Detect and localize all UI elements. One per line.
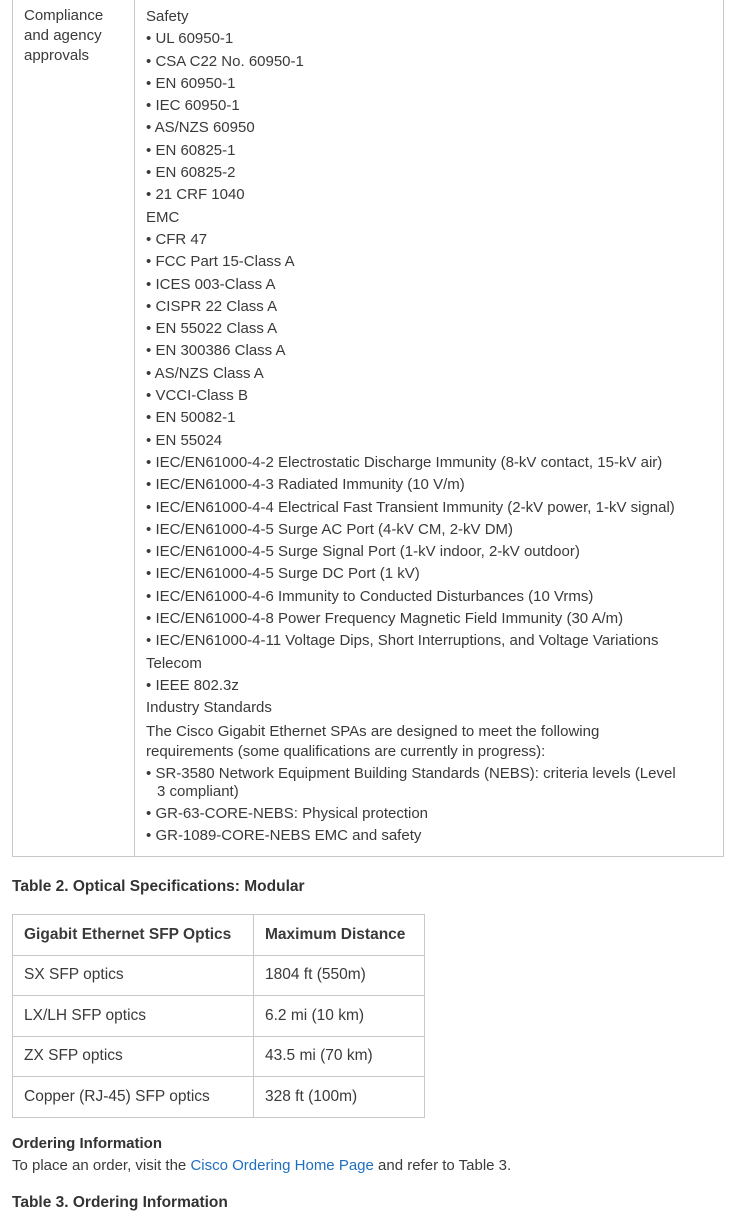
bullet-glyph: • bbox=[146, 409, 152, 427]
list-item bbox=[146, 763, 723, 803]
ordering-text-before: To place an order, visit the bbox=[12, 1157, 191, 1174]
bullet-glyph: • bbox=[146, 520, 152, 538]
table-cell: LX/LH SFP optics bbox=[13, 996, 254, 1037]
compliance-label-cell bbox=[13, 0, 135, 856]
table-row bbox=[13, 1077, 425, 1118]
list-item-text: CISPR 22 Class A bbox=[155, 297, 278, 315]
bullet-glyph: • bbox=[146, 610, 152, 628]
bullet-glyph: • bbox=[146, 342, 152, 360]
bullet-glyph: • bbox=[146, 453, 152, 471]
list-item-text: EN 300386 Class A bbox=[155, 342, 286, 360]
safety-heading: Safety bbox=[146, 8, 189, 25]
bullet-glyph: • bbox=[146, 431, 152, 449]
list-item bbox=[146, 296, 723, 318]
bullet-glyph: • bbox=[146, 387, 152, 405]
list-item-text: GR-63-CORE-NEBS: Physical protection bbox=[155, 804, 429, 822]
list-item bbox=[146, 340, 723, 362]
list-item-text: EN 50082-1 bbox=[155, 409, 236, 427]
list-item-text: IEC/EN61000-4-11 Voltage Dips, Short Interruptions, and Voltage Variations bbox=[155, 632, 659, 650]
compliance-label-line: and agency bbox=[24, 27, 102, 44]
bullet-glyph: • bbox=[146, 498, 152, 516]
table-cell: ZX SFP optics bbox=[13, 1036, 254, 1077]
bullet-glyph: • bbox=[146, 164, 152, 182]
list-item bbox=[146, 608, 723, 630]
list-item bbox=[146, 51, 723, 73]
bullet-glyph: • bbox=[146, 804, 152, 822]
bullet-glyph: • bbox=[146, 119, 152, 137]
table-cell: 6.2 mi (10 km) bbox=[254, 996, 425, 1037]
list-item-text: GR-1089-CORE-NEBS EMC and safety bbox=[155, 826, 422, 844]
list-item-text: FCC Part 15-Class A bbox=[155, 253, 295, 271]
bullet-glyph: • bbox=[146, 230, 152, 248]
compliance-label-line: Compliance bbox=[24, 7, 104, 24]
bullet-glyph: • bbox=[146, 52, 152, 70]
emc-heading: EMC bbox=[146, 208, 180, 226]
table2-title: Table 2. Optical Specifications: Modular bbox=[12, 878, 305, 895]
bullet-glyph: • bbox=[146, 764, 152, 782]
list-item bbox=[146, 184, 723, 206]
bullet-glyph: • bbox=[146, 364, 152, 382]
bullet-glyph: • bbox=[146, 320, 152, 338]
list-item bbox=[146, 363, 723, 385]
list-item-text: VCCI-Class B bbox=[155, 387, 248, 405]
table-cell: 43.5 mi (70 km) bbox=[254, 1036, 425, 1077]
table-header-row bbox=[13, 915, 425, 956]
list-item-continuation: 3 compliant) bbox=[157, 782, 239, 800]
bullet-glyph: • bbox=[146, 826, 152, 844]
list-item bbox=[146, 251, 723, 273]
bullet-glyph: • bbox=[146, 632, 152, 650]
bullet-glyph: • bbox=[146, 30, 152, 48]
emc-list bbox=[146, 229, 723, 653]
list-item-text: IEC/EN61000-4-3 Radiated Immunity (10 V/m) bbox=[155, 476, 465, 494]
list-item-text: UL 60950-1 bbox=[155, 30, 234, 48]
list-item-text: IEC/EN61000-4-5 Surge DC Port (1 kV) bbox=[155, 565, 420, 583]
bullet-glyph: • bbox=[146, 297, 152, 315]
list-item-text: EN 55024 bbox=[155, 431, 223, 449]
compliance-label-line: approvals bbox=[24, 47, 90, 64]
list-item-text: IEC/EN61000-4-5 Surge Signal Port (1-kV indoor, 2-kV outdoor) bbox=[155, 543, 580, 561]
list-item-text: IEC/EN61000-4-5 Surge AC Port (4-kV CM, 2-kV DM) bbox=[155, 520, 514, 538]
bullet-glyph: • bbox=[146, 543, 152, 561]
bullet-glyph: • bbox=[146, 275, 152, 293]
list-item-text: EN 60950-1 bbox=[155, 74, 236, 92]
list-item bbox=[146, 825, 723, 847]
list-item bbox=[146, 563, 723, 585]
list-item-text: CFR 47 bbox=[155, 230, 208, 248]
industry-heading: Industry Standards bbox=[146, 699, 272, 717]
list-item bbox=[146, 474, 723, 496]
list-item-text: 21 CRF 1040 bbox=[155, 186, 245, 204]
list-item bbox=[146, 385, 723, 407]
list-item bbox=[146, 586, 723, 608]
ordering-title: Ordering Information bbox=[12, 1135, 162, 1152]
bullet-glyph: • bbox=[146, 476, 152, 494]
cisco-ordering-link[interactable]: Cisco Ordering Home Page bbox=[190, 1157, 374, 1174]
table-cell: SX SFP optics bbox=[13, 955, 254, 996]
table-row bbox=[13, 955, 425, 996]
list-item bbox=[146, 452, 723, 474]
list-item-text: IEEE 802.3z bbox=[155, 676, 239, 694]
list-item-text: CSA C22 No. 60950-1 bbox=[155, 52, 304, 70]
bullet-glyph: • bbox=[146, 141, 152, 159]
industry-paragraph bbox=[146, 720, 723, 763]
list-item-text: EN 60825-2 bbox=[155, 164, 236, 182]
list-item bbox=[146, 162, 723, 184]
list-item-text: IEC 60950-1 bbox=[155, 97, 240, 115]
list-item bbox=[146, 229, 723, 251]
column-header: Maximum Distance bbox=[254, 915, 425, 956]
list-item bbox=[146, 73, 723, 95]
bullet-glyph: • bbox=[146, 587, 152, 605]
bullet-glyph: • bbox=[146, 676, 152, 694]
ordering-text-after: and refer to Table 3. bbox=[373, 1157, 512, 1174]
list-item bbox=[146, 407, 723, 429]
table3-title: Table 3. Ordering Information bbox=[12, 1194, 228, 1211]
table-cell: 328 ft (100m) bbox=[254, 1077, 425, 1118]
list-item-text: ICES 003-Class A bbox=[155, 275, 276, 293]
list-item-text: IEC/EN61000-4-6 Immunity to Conducted Disturbances (10 Vrms) bbox=[155, 587, 594, 605]
list-item-text: EN 60825-1 bbox=[155, 141, 236, 159]
list-item bbox=[146, 803, 723, 825]
safety-list bbox=[146, 28, 723, 206]
industry-paragraph-line: The Cisco Gigabit Ethernet SPAs are designed to meet the following bbox=[146, 722, 600, 740]
list-item-text: AS/NZS 60950 bbox=[154, 119, 255, 137]
list-item bbox=[146, 318, 723, 340]
bullet-glyph: • bbox=[146, 74, 152, 92]
list-item bbox=[146, 430, 723, 452]
list-item bbox=[146, 497, 723, 519]
list-item-text: IEC/EN61000-4-4 Electrical Fast Transient Immunity (2-kV power, 1-kV signal) bbox=[155, 498, 675, 516]
list-item-text: SR-3580 Network Equipment Building Standards (NEBS): criteria levels (Level bbox=[155, 764, 676, 782]
column-header: Gigabit Ethernet SFP Optics bbox=[13, 915, 254, 956]
table-row bbox=[13, 996, 425, 1037]
telecom-heading: Telecom bbox=[146, 654, 202, 672]
bullet-glyph: • bbox=[146, 253, 152, 271]
list-item bbox=[146, 541, 723, 563]
list-item bbox=[146, 117, 723, 139]
list-item bbox=[146, 274, 723, 296]
compliance-content-cell bbox=[135, 0, 723, 856]
industry-paragraph-line: requirements (some qualifications are currently in progress): bbox=[146, 742, 546, 760]
bullet-glyph: • bbox=[146, 565, 152, 583]
list-item-text: IEC/EN61000-4-8 Power Frequency Magnetic Field Immunity (30 A/m) bbox=[155, 610, 624, 628]
list-item bbox=[146, 28, 723, 50]
compliance-table bbox=[12, 0, 724, 857]
list-item bbox=[146, 95, 723, 117]
bullet-glyph: • bbox=[146, 186, 152, 204]
telecom-list bbox=[146, 675, 723, 697]
list-item bbox=[146, 140, 723, 162]
bullet-glyph: • bbox=[146, 97, 152, 115]
list-item-text: AS/NZS Class A bbox=[154, 364, 264, 382]
list-item-text: EN 55022 Class A bbox=[155, 320, 278, 338]
list-item bbox=[146, 675, 723, 697]
optical-spec-table bbox=[12, 914, 425, 1118]
table-cell: Copper (RJ-45) SFP optics bbox=[13, 1077, 254, 1118]
list-item bbox=[146, 519, 723, 541]
list-item-text: IEC/EN61000-4-2 Electrostatic Discharge Immunity (8-kV contact, 15-kV air) bbox=[155, 453, 663, 471]
table-cell: 1804 ft (550m) bbox=[254, 955, 425, 996]
list-item bbox=[146, 630, 723, 652]
table-row bbox=[13, 1036, 425, 1077]
ordering-text bbox=[12, 1157, 511, 1174]
